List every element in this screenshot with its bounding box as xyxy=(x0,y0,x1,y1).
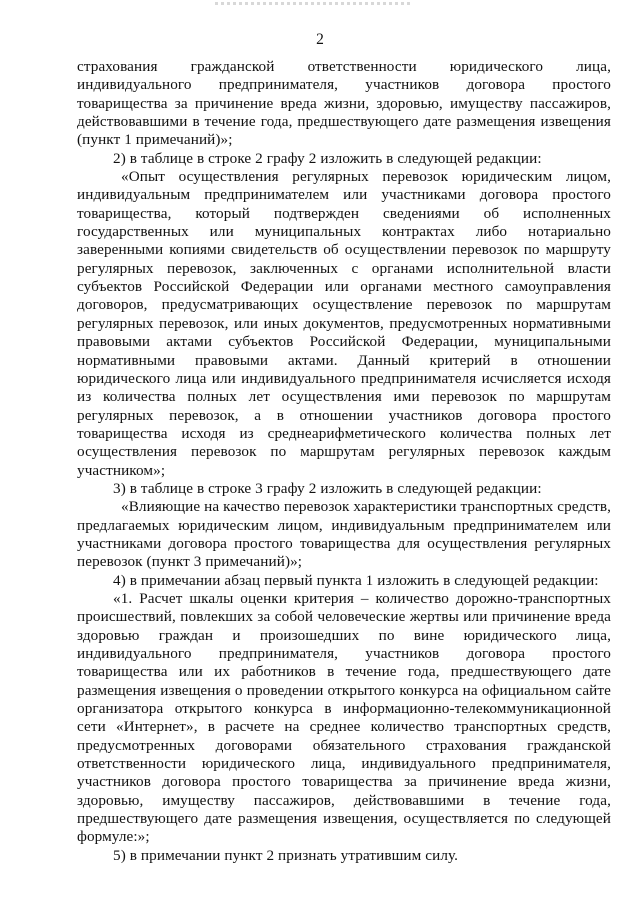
text-line: участников договора простого товарищества за причинение вреда жизни, xyxy=(77,773,611,791)
text-line: заверенными копиями свидетельств об осуществлении перевозок по маршруту xyxy=(77,241,611,259)
text-line: здоровью граждан и произошедших по вине юридического лица, xyxy=(77,626,611,644)
text-line: «Влияющие на качество перевозок характеристики транспортных средств, xyxy=(121,498,612,516)
text-line: индивидуальным предпринимателем или участниками договора простого xyxy=(77,186,611,204)
text-line: товарищества, который подтвержден сведениями об исполненных xyxy=(77,204,611,222)
text-line: из количества полных лет осуществления ими перевозок по маршрутам xyxy=(77,388,611,406)
text-line: действовавшими в течение года, предшествующего дате размещения извещения xyxy=(77,113,611,131)
text-line: 5) в примечании пункт 2 признать утратившим силу. xyxy=(113,846,459,864)
text-line: регулярных перевозок, заключенных с органами исполнительной власти xyxy=(77,259,611,277)
text-line: происшествий, повлекших за собой человеческие жертвы или причинение вреда xyxy=(77,608,611,626)
text-line: «Опыт осуществления регулярных перевозок юридическим лицом, xyxy=(121,168,611,186)
text-line: государственных или муниципальных контрактах либо нотариально xyxy=(77,223,611,241)
document-body xyxy=(77,58,611,865)
page-number: 2 xyxy=(316,31,324,48)
text-line: (пункт 1 примечаний)»; xyxy=(77,131,233,149)
text-line: договоров, предусматривающих осуществление перевозок по маршрутам xyxy=(77,296,611,314)
scan-header-artifact xyxy=(215,2,410,5)
text-line: осуществления перевозок по маршрутам регулярных перевозок каждым xyxy=(77,443,611,461)
text-line: здоровью, имуществу пассажиров, действовавшими в течение года, xyxy=(77,791,611,809)
text-line: перевозок (пункт 3 примечаний)»; xyxy=(77,553,303,571)
text-line: страхования гражданской ответственности юридического лица, xyxy=(77,58,611,75)
text-line: предлагаемых юридическим лицом, индивидуальным предпринимателем или xyxy=(77,516,611,534)
text-line: индивидуального предпринимателя, участников договора простого xyxy=(77,76,611,94)
text-line: ответственности юридического лица, индивидуального предпринимателя, xyxy=(77,755,611,773)
text-line: 2) в таблице в строке 2 графу 2 изложить в следующей редакции: xyxy=(113,149,542,167)
text-line: регулярных перевозок, а в отношении участников договора простого xyxy=(77,406,611,424)
text-line: 3) в таблице в строке 3 графу 2 изложить в следующей редакции: xyxy=(113,479,542,497)
text-line: регулярных перевозок, или иных документов, предусмотренных нормативными xyxy=(77,314,611,332)
text-line: 4) в примечании абзац первый пункта 1 изложить в следующей редакции: xyxy=(113,571,599,589)
text-line: «1. Расчет шкалы оценки критерия – количество дорожно-транспортных xyxy=(113,589,611,607)
text-line: нормативными правовыми актами. Данный критерий в отношении xyxy=(77,351,611,369)
text-line: товарищества за причинение вреда жизни, здоровью, имуществу пассажиров, xyxy=(77,94,611,112)
text-line: правовыми актами субъектов Российской Федерации, муниципальными xyxy=(77,333,611,351)
text-line: субъектов Российской Федерации или органами местного самоуправления xyxy=(77,278,611,296)
text-line: юридического лица или индивидуального предпринимателя исчисляется исходя xyxy=(77,369,611,387)
text-line: индивидуального предпринимателя, участников договора простого xyxy=(77,645,611,662)
text-line: организатора открытого конкурса в информационно-телекоммуникационной xyxy=(77,700,611,718)
text-line: предусмотренных договорами обязательного страхования гражданской xyxy=(77,736,611,754)
text-line: участниками договора простого товарищества для осуществления регулярных xyxy=(77,534,611,552)
text-line: предшествующего дате размещения извещения, осуществляется по следующей xyxy=(77,810,611,828)
text-line: формуле:»; xyxy=(77,828,150,846)
text-line: товарищества или их работников в течение года, предшествующего дате xyxy=(77,663,611,681)
text-line: товарищества исходя из среднеарифметического количества полных лет xyxy=(77,424,611,442)
text-line: участником»; xyxy=(77,461,166,479)
text-line: размещения извещения о проведении открытого конкурса на официальном сайте xyxy=(77,681,611,699)
text-line: сети «Интернет», в расчете на среднее количество транспортных средств, xyxy=(77,718,611,736)
